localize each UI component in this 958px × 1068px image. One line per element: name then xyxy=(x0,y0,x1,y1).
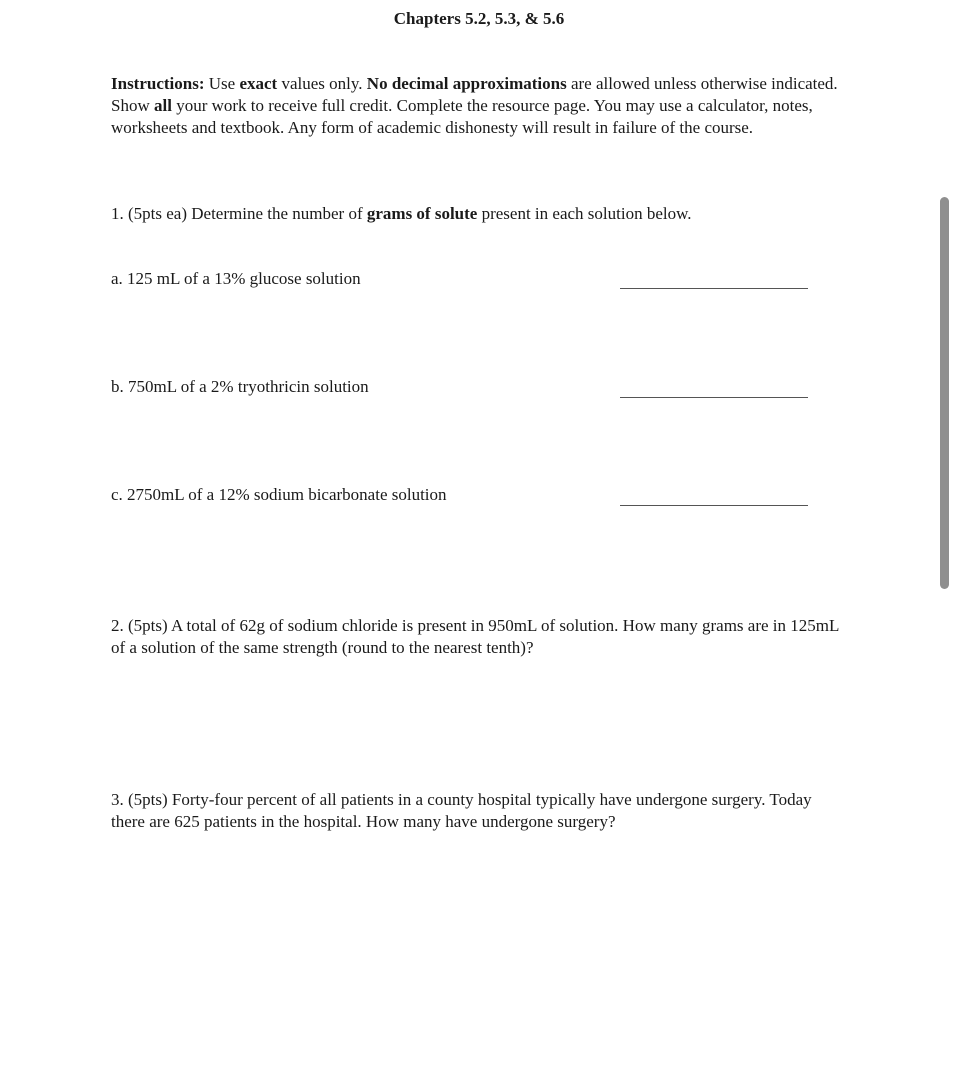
instructions-text-2: values only. xyxy=(277,74,367,93)
question-3: 3. (5pts) Forty-four percent of all patients in a county hospital typically have undergone surgery. Today there are 625 patients in the hospital. How many have undergone surgery? xyxy=(111,790,812,831)
answer-line-1a xyxy=(620,288,808,289)
instructions-bold-exact: exact xyxy=(239,74,278,93)
instructions-text-4: your work to receive full credit. Complete the resource page. You may use a calculator, notes, worksheets and textbook. Any form of academic dishonesty will result in failure of the course. xyxy=(111,96,813,137)
question-1 xyxy=(111,203,846,225)
instructions-bold-all: all xyxy=(153,96,172,115)
answer-line-1b xyxy=(620,397,808,398)
question-1b: b. 750mL of a 2% tryothricin solution xyxy=(111,377,369,396)
question-2: 2. (5pts) A total of 62g of sodium chloride is present in 950mL of solution. How many grams are in 125mL of a solution of the same strength (round to the nearest tenth)? xyxy=(111,616,839,657)
answer-line-1c xyxy=(620,505,808,506)
instructions-text-3: are allowed unless otherwise indicated. Show xyxy=(111,74,838,115)
question-1-suffix: present in each solution below. xyxy=(477,204,692,223)
question-1a: a. 125 mL of a 13% glucose solution xyxy=(111,269,361,288)
page-title: Chapters 5.2, 5.3, & 5.6 xyxy=(393,9,565,28)
vertical-scrollbar[interactable] xyxy=(940,197,949,589)
instructions-text-1: Use xyxy=(204,74,240,93)
question-1c: c. 2750mL of a 12% sodium bicarbonate solution xyxy=(111,485,447,504)
instructions-label: Instructions: xyxy=(111,74,205,93)
instructions-paragraph xyxy=(111,73,846,139)
question-1-prefix: 1. (5pts ea) Determine the number of xyxy=(111,204,367,223)
instructions-bold-no-decimal: No decimal approximations xyxy=(366,74,567,93)
question-1-bold: grams of solute xyxy=(366,204,478,223)
